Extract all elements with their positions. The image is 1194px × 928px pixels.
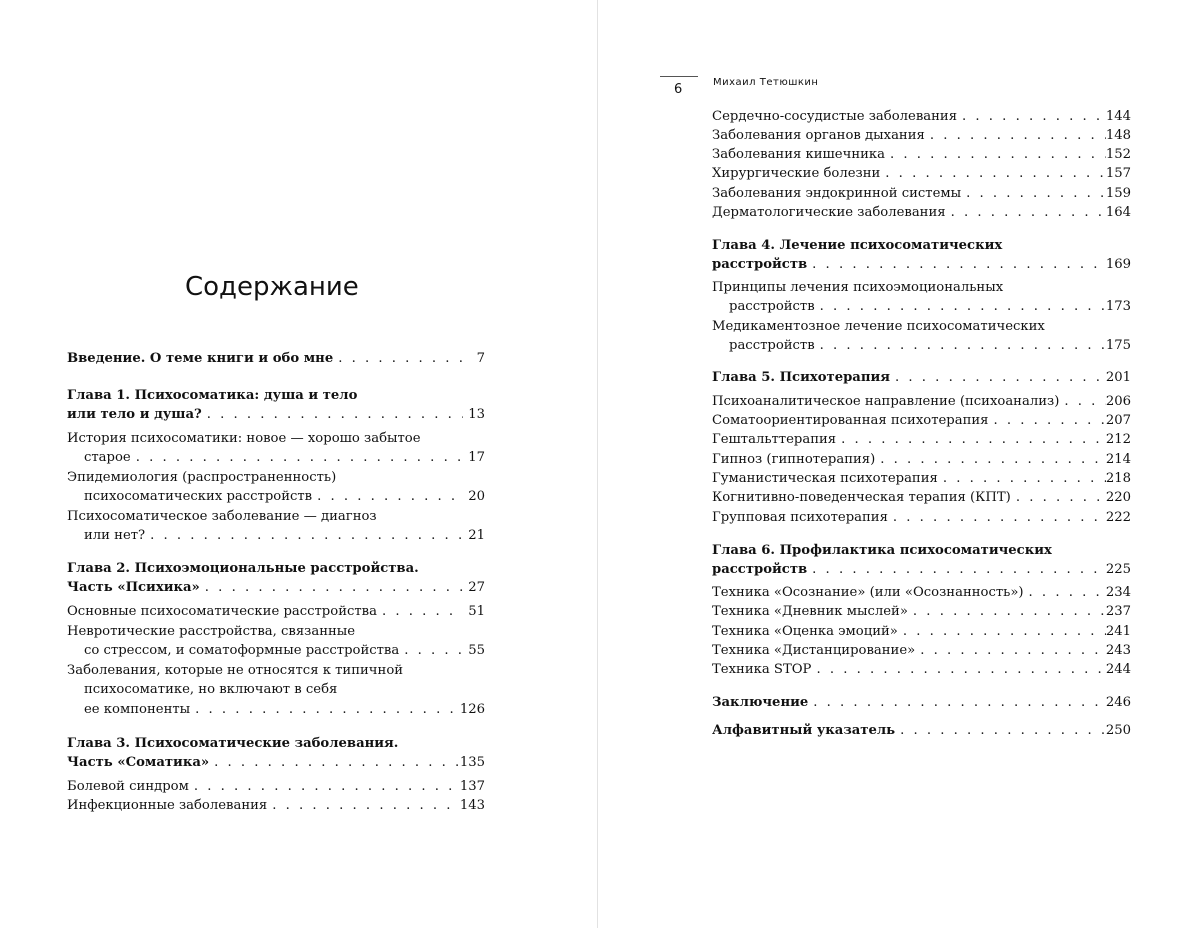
toc-leader [946,203,1106,223]
toc-entry-line [729,336,1131,356]
toc-leader [895,721,1106,741]
toc-entry-line [84,448,485,468]
toc-entry-text: Инфекционные заболевания [67,798,268,813]
toc-entry-line [712,145,1131,165]
toc-entry-line [712,317,1131,337]
toc-entry[interactable] [712,508,1131,528]
toc-entry-text: Техника «Осознание» (или «Осознанность») [712,585,1024,600]
toc-page-number: 212 [1105,432,1131,447]
toc-entry-text: Глава 5. Психотерапия [712,370,891,385]
toc-entry[interactable] [67,777,485,797]
toc-entry-line [67,468,485,488]
toc-entry[interactable] [712,541,1131,577]
toc-leader [885,145,1106,165]
toc-entry[interactable] [67,349,485,369]
toc-page-number: 21 [468,528,485,543]
toc-page-number: 206 [1105,394,1131,409]
toc-entry-text: Гуманистическая психотерапия [712,471,938,486]
toc-entry-line [67,507,485,527]
toc-entry[interactable] [712,641,1131,661]
toc-entry-text: расстройств [729,338,815,353]
toc-entry[interactable] [712,450,1131,470]
toc-entry[interactable] [712,430,1131,450]
toc-page-number: 218 [1105,471,1131,486]
toc-entry-line [67,622,485,642]
toc-page-number: 17 [468,450,485,465]
toc-page-number: 225 [1105,562,1131,577]
toc-leader [377,602,463,622]
toc-entry[interactable] [67,429,485,465]
toc-entry[interactable] [712,469,1131,489]
toc-leader [836,430,1106,450]
toc-page-number: 175 [1105,338,1131,353]
page-number: 6 [674,82,683,97]
toc-leader [890,368,1106,388]
toc-entry-line [712,411,1131,431]
toc-leader [989,411,1106,431]
toc-entry-text: Эпидемиология (распространенность) [67,470,337,485]
toc-leader [131,448,463,468]
toc-entry[interactable] [67,796,485,816]
toc-entry-line [712,660,1131,680]
toc-leader [209,753,460,773]
toc-entry-text: Психосоматическое заболевание — диагноз [67,509,377,524]
toc-entry-line [67,796,485,816]
toc-page-number: 169 [1105,257,1131,272]
toc-leader [875,450,1106,470]
toc-entry-line [712,392,1131,412]
toc-entry-line [84,680,485,700]
toc-entry-text: Заболевания кишечника [712,147,886,162]
toc-entry-text: Гипноз (гипнотерапия) [712,452,876,467]
toc-leader [961,184,1106,204]
toc-entry-text: Заболевания, которые не относятся к типичной [67,663,404,678]
toc-leader [915,641,1106,661]
toc-entry-text: Основные психосоматические расстройства [67,604,377,619]
toc-entry-text: Глава 6. Профилактика психосоматических [712,543,1052,558]
toc-entry[interactable] [712,583,1131,603]
toc-page-number: 241 [1105,624,1131,639]
toc-entry-text: расстройств [712,257,808,272]
toc-entry[interactable] [67,559,485,595]
toc-entry[interactable] [712,368,1131,388]
toc-leader [808,693,1106,713]
toc-entry-text: расстройств [712,562,808,577]
toc-page-number: 157 [1105,166,1131,181]
toc-page-number: 126 [459,702,485,717]
toc-entry-text: Часть «Соматика» [67,755,210,770]
toc-entry[interactable] [712,164,1131,184]
toc-page-number: 234 [1105,585,1131,600]
toc-entry-line [712,107,1131,127]
toc-leader [807,560,1106,580]
toc-leader [957,107,1106,127]
toc-entry-line [712,602,1131,622]
toc-leader [1059,392,1105,412]
toc-entry-text: или тело и душа? [67,407,202,422]
toc-leader [811,660,1105,680]
toc-page-number: 246 [1105,695,1131,710]
toc-leader [888,508,1106,528]
toc-entry-text: Групповая психотерапия [712,510,888,525]
toc-leader [267,796,460,816]
toc-page-number: 148 [1105,128,1131,143]
toc-entry-line [712,488,1131,508]
toc-entry-line [712,693,1131,713]
toc-page-number: 164 [1105,205,1131,220]
toc-entry-text: Глава 1. Психосоматика: душа и тело [67,388,358,403]
toc-entry-text: Принципы лечения психоэмоциональных [712,280,1004,295]
toc-entry-text: История психосоматики: новое — хорошо забытое [67,431,421,446]
toc-entry-text: Дерматологические заболевания [712,205,946,220]
toc-entry-text: Глава 4. Лечение психосоматических [712,238,1003,253]
toc-entry-text: Медикаментозное лечение психосоматических [712,319,1045,334]
toc-entry-text: Техника «Оценка эмоций» [712,624,898,639]
toc-entry-text: Техника «Дистанцирование» [712,643,916,658]
toc-page-number: 237 [1105,604,1131,619]
toc-page-number: 137 [459,779,485,794]
toc-entry-text: Заключение [712,695,809,710]
toc-entry-line [84,526,485,546]
toc-page-number: 51 [468,604,485,619]
toc-entry-line [729,297,1131,317]
toc-entry-text: Алфавитный указатель [712,723,896,738]
toc-entry[interactable] [712,107,1131,127]
toc-page-number: 250 [1105,723,1131,738]
toc-entry[interactable] [67,507,485,543]
toc-entry-line [712,641,1131,661]
toc-entry-text: Сердечно-сосудистые заболевания [712,109,958,124]
toc-entry[interactable] [67,622,485,658]
toc-entry[interactable] [67,734,485,770]
toc-entry-line [67,661,485,681]
toc-page-number: 7 [476,351,485,366]
toc-entry-line [712,278,1131,298]
toc-entry-text: Заболевания эндокринной системы [712,186,962,201]
toc-page-number: 159 [1105,186,1131,201]
toc-leader [908,602,1106,622]
toc-page-number: 220 [1105,490,1131,505]
toc-leader [190,700,460,720]
toc-leader [815,297,1106,317]
toc-page-number: 152 [1105,147,1131,162]
toc-entry-line [712,255,1131,275]
toc-entry-text: Невротические расстройства, связанные [67,624,356,639]
toc-entry-line [712,203,1131,223]
toc-entry[interactable] [712,184,1131,204]
toc-entry-text: старое [84,450,131,465]
toc-entry-text: психосоматике, но включают в себя [84,682,338,697]
toc-entry[interactable] [712,145,1131,165]
toc-entry-text: Введение. О теме книги и обо мне [67,351,334,366]
toc-leader [815,336,1106,356]
toc-entry-line [712,164,1131,184]
toc-entry-line [67,349,485,369]
toc-entry[interactable] [712,602,1131,622]
toc-entry[interactable] [712,236,1131,272]
toc-entry[interactable] [712,392,1131,412]
toc-entry[interactable] [712,203,1131,223]
toc-entry-text: со стрессом, и соматоформные расстройства [84,643,400,658]
toc-entry-text: или нет? [84,528,146,543]
toc-entry-text: Глава 3. Психосоматические заболевания. [67,736,399,751]
right-page [598,0,1194,928]
toc-entry-text: Техника STOP [712,662,812,677]
toc-entry-line [712,368,1131,388]
toc-entry-text: Часть «Психика» [67,580,200,595]
toc-entry-line [712,721,1131,741]
toc-entry-line [67,429,485,449]
toc-entry-text: Глава 2. Психоэмоциональные расстройства. [67,561,419,576]
toc-leader [880,164,1106,184]
toc-entry-line [712,560,1131,580]
toc-leader [1024,583,1106,603]
toc-entry[interactable] [712,721,1131,741]
toc-entry[interactable] [712,488,1131,508]
toc-leader [202,405,463,425]
toc-page-number: 55 [468,643,485,658]
toc-entry-text: ее компоненты [84,702,191,717]
toc-entry-line [712,583,1131,603]
running-head: Михаил Тетюшкин [713,77,819,88]
toc-entry-text: психосоматических расстройств [84,489,313,504]
toc-entry-line [67,405,485,425]
toc-entry-line [712,541,1131,561]
toc-leader [312,487,463,507]
toc-entry-line [712,126,1131,146]
toc-entry[interactable] [712,660,1131,680]
toc-page-number: 20 [468,489,485,504]
toc-page-number: 214 [1105,452,1131,467]
toc-entry-line [67,753,485,773]
toc-entry-line [712,430,1131,450]
toc-page-number: 27 [468,580,485,595]
toc-entry-line [84,700,485,720]
toc-page-number: 243 [1105,643,1131,658]
toc-leader [898,622,1106,642]
toc-leader [925,126,1106,146]
toc-leader [807,255,1106,275]
toc-entry[interactable] [712,278,1131,314]
toc-entry-text: Гештальттерапия [712,432,837,447]
toc-entry-line [67,734,485,754]
toc-entry-line [67,602,485,622]
toc-page-number: 222 [1105,510,1131,525]
toc-entry[interactable] [67,468,485,504]
toc-entry-text: расстройств [729,299,815,314]
toc-entry-text: Техника «Дневник мыслей» [712,604,908,619]
toc-page-number: 201 [1105,370,1131,385]
toc-entry-line [84,487,485,507]
toc-leader [938,469,1106,489]
toc-leader [189,777,460,797]
toc-page-number: 244 [1105,662,1131,677]
toc-entry[interactable] [67,602,485,622]
toc-entry-line [712,622,1131,642]
toc-entry-text: Заболевания органов дыхания [712,128,925,143]
toc-entry-line [67,559,485,579]
toc-page-number: 173 [1105,299,1131,314]
toc-entry-line [67,386,485,406]
toc-entry-text: Психоаналитическое направление (психоанализ) [712,394,1060,409]
toc-page-number: 135 [459,755,485,770]
toc-entry-text: Когнитивно-поведенческая терапия (КПТ) [712,490,1011,505]
toc-entry-text: Хирургические болезни [712,166,881,181]
toc-entry-line [712,450,1131,470]
toc-leader [145,526,463,546]
toc-entry-line [712,469,1131,489]
toc-entry-text: Болевой синдром [67,779,189,794]
toc-leader [200,578,463,598]
toc-entry[interactable] [712,411,1131,431]
toc-entry-line [712,236,1131,256]
page-title: Содержание [185,272,359,302]
toc-entry[interactable] [712,126,1131,146]
header-rule [660,76,698,77]
toc-entry[interactable] [67,386,485,422]
toc-leader [1011,488,1106,508]
toc-entry-line [67,578,485,598]
toc-entry[interactable] [67,661,485,717]
toc-page-number: 13 [468,407,485,422]
toc-entry-line [67,777,485,797]
toc-leader [333,349,463,369]
toc-entry-line [712,508,1131,528]
toc-page-number: 143 [459,798,485,813]
toc-page-number: 207 [1105,413,1131,428]
toc-page-number: 144 [1105,109,1131,124]
toc-entry-line [712,184,1131,204]
toc-entry-line [84,641,485,661]
toc-entry-text: Соматоориентированная психотерапия [712,413,989,428]
toc-leader [399,641,463,661]
toc-entry[interactable] [712,693,1131,713]
toc-entry[interactable] [712,317,1131,353]
toc-entry[interactable] [712,622,1131,642]
